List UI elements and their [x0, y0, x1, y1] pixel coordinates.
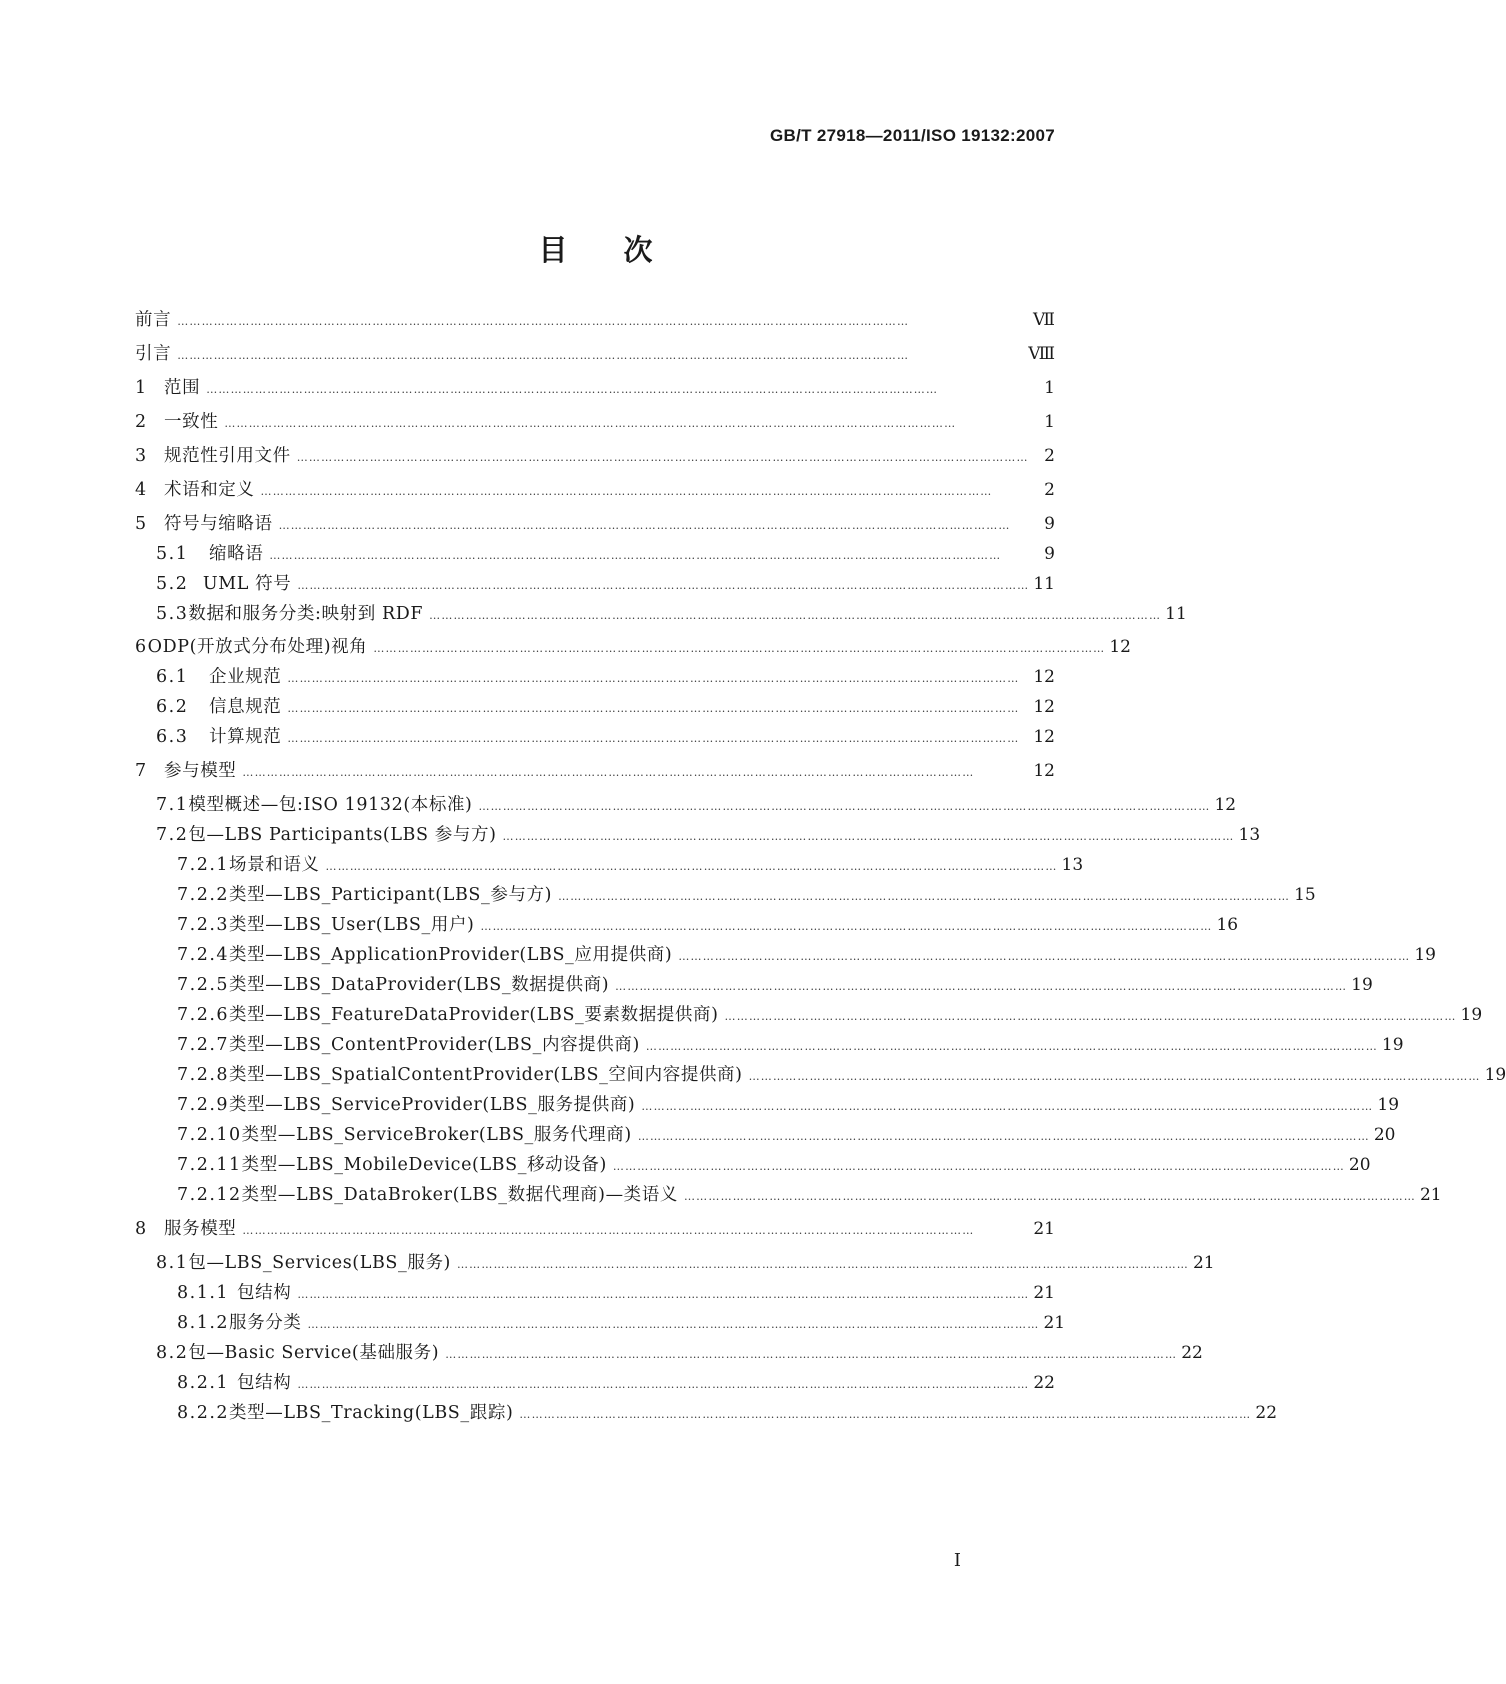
toc-entry-page: 16: [1216, 915, 1239, 935]
toc-entry[interactable]: [0, 570, 1055, 596]
toc-leader-dots: ………………………………………………………………………………………………………………………………………………………………: [260, 485, 993, 498]
toc-entry-label: 类型—LBS_FeatureDataProvider(LBS_要素数据提供商): [229, 1005, 719, 1025]
toc-entry-page: 20: [1348, 1155, 1371, 1175]
toc-entry-label: 一致性: [164, 412, 219, 432]
toc-leader-dots: ………………………………………………………………………………………………………………………………………………………………: [287, 732, 1020, 745]
toc-entry-number: 8.1: [156, 1253, 189, 1273]
toc-entry[interactable]: [0, 1309, 1066, 1335]
toc-entry-page: 19: [1351, 975, 1373, 995]
toc-entry-number: 4: [135, 480, 148, 500]
toc-entry[interactable]: [0, 408, 1055, 434]
toc-entry[interactable]: [0, 941, 1436, 967]
toc-entry-number: 7.2.5: [177, 975, 230, 995]
toc-entry-page: 12: [1033, 761, 1055, 781]
toc-leader-dots: ………………………………………………………………………………………………………………………………………………………………: [502, 830, 1235, 843]
toc-entry-page: 19: [1377, 1095, 1400, 1115]
toc-entry-number: 3: [135, 446, 148, 466]
toc-entry-number: 7.2.8: [177, 1065, 230, 1085]
toc-entry-page: 12: [1033, 727, 1055, 747]
toc-entry-number: 7.2.6: [177, 1005, 230, 1025]
toc-leader-dots: ………………………………………………………………………………………………………………………………………………………………: [287, 672, 1020, 685]
toc-entry-page: 19: [1460, 1005, 1483, 1025]
toc-entry-number: 1: [135, 378, 148, 398]
toc-entry-label: 包—LBS Participants(LBS 参与方): [188, 825, 497, 845]
toc-leader-dots: ………………………………………………………………………………………………………………………………………………………………: [242, 1224, 975, 1237]
toc-entry[interactable]: [0, 693, 1055, 719]
toc-entry-label: UML 符号: [202, 574, 292, 594]
toc-leader-dots: ………………………………………………………………………………………………………………………………………………………………: [242, 766, 975, 779]
toc-entry[interactable]: [0, 1031, 1404, 1057]
toc-entry[interactable]: [0, 600, 1187, 626]
toc-entry[interactable]: [0, 1151, 1371, 1177]
toc-entry-label: 类型—LBS_Participant(LBS_参与方): [229, 885, 553, 905]
toc-entry-page: 22: [1255, 1403, 1278, 1423]
toc-leader-dots: ………………………………………………………………………………………………………………………………………………………………: [645, 1040, 1378, 1053]
toc-entry-page: 9: [1044, 544, 1055, 564]
toc-entry-label: 类型—LBS_DataBroker(LBS_数据代理商)—类语义: [241, 1185, 678, 1205]
toc-entry-label: 术语和定义: [164, 480, 255, 500]
toc-leader-dots: ………………………………………………………………………………………………………………………………………………………………: [224, 417, 957, 430]
toc-entry[interactable]: [0, 1121, 1396, 1147]
toc-entry-number: 7.2.9: [177, 1095, 230, 1115]
toc-leader-dots: ………………………………………………………………………………………………………………………………………………………………: [678, 950, 1411, 963]
toc-entry-number: 7.2.1: [177, 855, 230, 875]
toc-entry-page: 20: [1373, 1125, 1396, 1145]
toc-entry[interactable]: [0, 791, 1237, 817]
toc-entry-label: 场景和语义: [229, 855, 320, 875]
toc-leader-dots: ………………………………………………………………………………………………………………………………………………………………: [748, 1070, 1481, 1083]
toc-entry[interactable]: [0, 1215, 1055, 1241]
toc-entry-label: 包结构: [237, 1283, 292, 1303]
toc-entry-number: 7.2.12: [177, 1185, 242, 1205]
toc-entry-number: 7.2: [156, 825, 189, 845]
toc-entry-page: 1: [1044, 378, 1055, 398]
toc-leader-dots: ………………………………………………………………………………………………………………………………………………………………: [177, 315, 910, 328]
toc-entry[interactable]: [0, 971, 1373, 997]
toc-entry-number: 8.1.1: [177, 1283, 230, 1303]
toc-entry-label: 包—Basic Service(基础服务): [188, 1343, 440, 1363]
toc-leader-dots: ………………………………………………………………………………………………………………………………………………………………: [287, 702, 1020, 715]
toc-entry-page: 19: [1414, 945, 1436, 965]
standard-code: GB/T 27918—2011/ISO 19132:2007: [770, 126, 1055, 145]
toc-entry-page: 12: [1033, 667, 1055, 687]
toc-entry-number: 8.1.2: [177, 1313, 230, 1333]
toc-entry-label: 符号与缩略语: [164, 514, 273, 534]
toc-entry-label: 信息规范: [209, 697, 282, 717]
toc-entry[interactable]: [0, 633, 1131, 659]
toc-entry-number: 8.2.1: [177, 1373, 230, 1393]
toc-entry-number: 8.2.2: [177, 1403, 230, 1423]
toc-entry-number: 7.2.7: [177, 1035, 230, 1055]
toc-entry-page: 22: [1181, 1343, 1203, 1363]
toc-entry-label: 服务模型: [164, 1219, 237, 1239]
toc-leader-dots: ………………………………………………………………………………………………………………………………………………………………: [637, 1130, 1370, 1143]
toc-entry[interactable]: [0, 1279, 1055, 1305]
toc-leader-dots: ………………………………………………………………………………………………………………………………………………………………: [297, 1288, 1030, 1301]
toc-entry-label: 缩略语: [209, 544, 264, 564]
toc-leader-dots: ………………………………………………………………………………………………………………………………………………………………: [641, 1100, 1374, 1113]
toc-entry-number: 2: [135, 412, 148, 432]
toc-entry-page: 15: [1294, 885, 1316, 905]
toc-leader-dots: ………………………………………………………………………………………………………………………………………………………………: [683, 1190, 1416, 1203]
toc-entry-page: 1: [1044, 412, 1055, 432]
toc-entry[interactable]: [0, 1249, 1215, 1275]
toc-entry[interactable]: [0, 374, 1055, 400]
toc-entry-page: Ⅶ: [1033, 310, 1055, 330]
toc-leader-dots: ………………………………………………………………………………………………………………………………………………………………: [558, 890, 1291, 903]
toc-entry[interactable]: [0, 723, 1055, 749]
toc-entry-page: 12: [1033, 697, 1055, 717]
toc-entry[interactable]: [0, 881, 1316, 907]
toc-entry-page: 22: [1033, 1373, 1055, 1393]
toc-entry[interactable]: [0, 340, 1055, 366]
toc-entry-label: 范围: [164, 378, 201, 398]
toc-entry-label: 类型—LBS_Tracking(LBS_跟踪): [229, 1403, 514, 1423]
toc-entry-label: 企业规范: [209, 667, 282, 687]
toc-leader-dots: ………………………………………………………………………………………………………………………………………………………………: [297, 1378, 1030, 1391]
toc-entry[interactable]: [0, 540, 1055, 566]
toc-leader-dots: ………………………………………………………………………………………………………………………………………………………………: [445, 1348, 1178, 1361]
page-number: I: [953, 1550, 961, 1571]
toc-entry[interactable]: [0, 442, 1055, 468]
toc-entry[interactable]: [0, 1369, 1055, 1395]
toc-entry-number: 7.2.2: [177, 885, 230, 905]
toc-entry-label: 类型—LBS_ApplicationProvider(LBS_应用提供商): [229, 945, 673, 965]
toc-entry-page: 11: [1033, 574, 1055, 594]
toc-entry-number: 5: [135, 514, 148, 534]
toc-entry[interactable]: [0, 757, 1055, 783]
toc-entry-number: 7.2.4: [177, 945, 230, 965]
toc-entry-page: 19: [1381, 1035, 1404, 1055]
toc-entry-label: 包结构: [237, 1373, 292, 1393]
toc-leader-dots: ………………………………………………………………………………………………………………………………………………………………: [325, 860, 1058, 873]
toc-entry-page: 13: [1238, 825, 1261, 845]
toc-entry-number: 6: [135, 637, 148, 657]
toc-entry-label: 参与模型: [164, 761, 237, 781]
toc-entry-label: 类型—LBS_ServiceBroker(LBS_服务代理商): [241, 1125, 632, 1145]
toc-entry-page: 21: [1192, 1253, 1215, 1273]
toc-leader-dots: ………………………………………………………………………………………………………………………………………………………………: [177, 349, 910, 362]
toc-leader-dots: ………………………………………………………………………………………………………………………………………………………………: [296, 451, 1029, 464]
toc-entry[interactable]: [0, 1091, 1400, 1117]
toc-entry-number: 6.3: [156, 727, 189, 747]
toc-entry-label: 服务分类: [229, 1313, 302, 1333]
toc-leader-dots: ………………………………………………………………………………………………………………………………………………………………: [269, 549, 1002, 562]
toc-leader-dots: ………………………………………………………………………………………………………………………………………………………………: [307, 1318, 1040, 1331]
toc-entry-number: 8.2: [156, 1343, 189, 1363]
toc-entry[interactable]: [0, 911, 1239, 937]
toc-entry-page: 12: [1109, 637, 1131, 657]
toc-entry-number: 6.1: [156, 667, 189, 687]
toc-entry[interactable]: [0, 476, 1055, 502]
toc-leader-dots: ………………………………………………………………………………………………………………………………………………………………: [724, 1010, 1457, 1023]
toc-entry[interactable]: [0, 1181, 1442, 1207]
toc-entry-page: 13: [1061, 855, 1084, 875]
toc-entry-number: 6.2: [156, 697, 189, 717]
toc-leader-dots: ………………………………………………………………………………………………………………………………………………………………: [480, 920, 1213, 933]
toc-entry[interactable]: [0, 1061, 1506, 1087]
toc-entry-label: ODP(开放式分布处理)视角: [147, 637, 368, 657]
toc-entry-label: 类型—LBS_DataProvider(LBS_数据提供商): [229, 975, 610, 995]
toc-leader-dots: ………………………………………………………………………………………………………………………………………………………………: [519, 1408, 1252, 1421]
toc-entry-page: Ⅷ: [1028, 344, 1055, 364]
toc-entry-label: 类型—LBS_MobileDevice(LBS_移动设备): [241, 1155, 607, 1175]
toc-entry-label: 类型—LBS_ServiceProvider(LBS_服务提供商): [229, 1095, 636, 1115]
toc-leader-dots: ………………………………………………………………………………………………………………………………………………………………: [206, 383, 939, 396]
toc-entry-label: 规范性引用文件: [164, 446, 291, 466]
toc-entry[interactable]: [0, 1399, 1278, 1425]
toc-entry-page: 21: [1043, 1313, 1066, 1333]
toc-entry-page: 21: [1033, 1219, 1055, 1239]
toc-leader-dots: ………………………………………………………………………………………………………………………………………………………………: [615, 980, 1348, 993]
toc-entry-page: 2: [1044, 446, 1055, 466]
toc-entry-label: 数据和服务分类:映射到 RDF: [188, 604, 424, 624]
toc-entry-page: 12: [1214, 795, 1237, 815]
toc-leader-dots: ………………………………………………………………………………………………………………………………………………………………: [297, 579, 1030, 592]
toc-leader-dots: ………………………………………………………………………………………………………………………………………………………………: [278, 519, 1011, 532]
toc-entry-label: 引言: [135, 344, 172, 364]
toc-entry-label: 包—LBS_Services(LBS_服务): [188, 1253, 451, 1273]
toc-leader-dots: ………………………………………………………………………………………………………………………………………………………………: [429, 609, 1162, 622]
toc-leader-dots: ………………………………………………………………………………………………………………………………………………………………: [478, 800, 1211, 813]
toc-entry-number: 5.3: [156, 604, 189, 624]
toc-entry-label: 类型—LBS_User(LBS_用户): [229, 915, 475, 935]
toc-entry-page: 11: [1165, 604, 1187, 624]
toc-entry-number: 7.1: [156, 795, 189, 815]
toc-entry[interactable]: [0, 1001, 1483, 1027]
toc-leader-dots: ………………………………………………………………………………………………………………………………………………………………: [612, 1160, 1345, 1173]
toc-leader-dots: ………………………………………………………………………………………………………………………………………………………………: [456, 1258, 1189, 1271]
page-title: 目次: [538, 233, 709, 267]
toc-entry-page: 2: [1044, 480, 1055, 500]
toc-entry[interactable]: [0, 306, 1055, 332]
toc-entry-number: 5.1: [156, 544, 189, 564]
toc-entry-page: 9: [1044, 514, 1055, 534]
toc-entry-number: 7.2.11: [177, 1155, 242, 1175]
toc-entry-label: 前言: [135, 310, 172, 330]
toc-entry-label: 计算规范: [209, 727, 282, 747]
toc-entry[interactable]: [0, 663, 1055, 689]
toc-entry[interactable]: [0, 821, 1261, 847]
toc-entry[interactable]: [0, 510, 1055, 536]
toc-entry-number: 7: [135, 761, 148, 781]
toc-entry[interactable]: [0, 1339, 1203, 1365]
toc-entry-page: 21: [1419, 1185, 1442, 1205]
toc-entry-label: 类型—LBS_ContentProvider(LBS_内容提供商): [229, 1035, 640, 1055]
toc-entry-number: 7.2.10: [177, 1125, 242, 1145]
toc-entry-number: 7.2.3: [177, 915, 230, 935]
toc-entry[interactable]: [0, 851, 1084, 877]
toc-entry-page: 21: [1033, 1283, 1055, 1303]
toc-entry-label: 模型概述—包:ISO 19132(本标准): [188, 795, 473, 815]
toc-entry-number: 5.2: [156, 574, 189, 594]
toc-leader-dots: ………………………………………………………………………………………………………………………………………………………………: [373, 642, 1106, 655]
toc-entry-page: 19: [1484, 1065, 1506, 1085]
toc-entry-label: 类型—LBS_SpatialContentProvider(LBS_空间内容提供商): [229, 1065, 743, 1085]
toc-entry-number: 8: [135, 1219, 148, 1239]
